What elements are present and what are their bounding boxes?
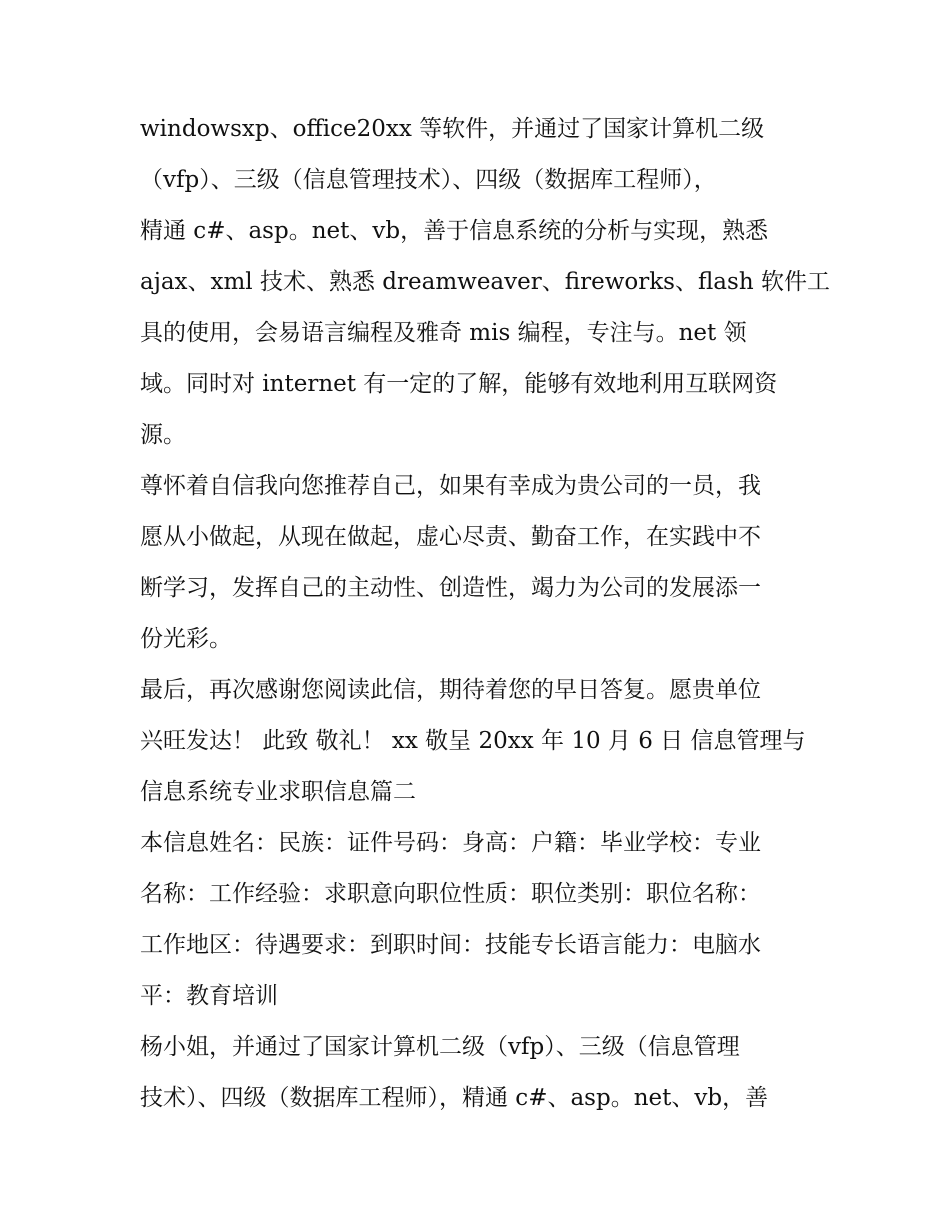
text-line: ajax、xml 技术、熟悉 dreamweaver、fireworks、flash 软件工 [140, 269, 830, 295]
text-line: 愿从小做起，从现在做起，虚心尽责、勤奋工作，在实践中不 [140, 524, 761, 550]
text-line: 平：教育培训 [140, 983, 278, 1009]
text-line: 域。同时对 internet 有一定的了解，能够有效地利用互联网资 [140, 371, 778, 397]
text-line: 兴旺发达！ 此致 敬礼！ xx 敬呈 20xx 年 10 月 6 日 信息管理与 [140, 728, 806, 754]
text-line: （vfp）、三级（信息管理技术）、四级（数据库工程师）， [140, 167, 717, 193]
text-line: 工作地区：待遇要求：到职时间：技能专长语言能力：电脑水 [140, 932, 761, 958]
text-line: 尊怀着自信我向您推荐自己，如果有幸成为贵公司的一员，我 [140, 473, 761, 499]
text-line: 名称：工作经验：求职意向职位性质：职位类别：职位名称： [140, 881, 761, 907]
text-line: 最后，再次感谢您阅读此信，期待着您的早日答复。愿贵单位 [140, 677, 761, 703]
text-line: 精通 c#、asp。net、vb，善于信息系统的分析与实现，熟悉 [140, 218, 769, 244]
text-line: 源。 [140, 422, 186, 448]
text-line: 具的使用，会易语言编程及雅奇 mis 编程，专注与。net 领 [140, 320, 747, 346]
text-line: 本信息姓名：民族：证件号码：身高：户籍：毕业学校：专业 [140, 830, 761, 856]
text-line: 断学习，发挥自己的主动性、创造性，竭力为公司的发展添一 [140, 575, 761, 601]
text-line: 份光彩。 [140, 626, 232, 652]
text-line: 信息系统专业求职信息篇二 [140, 779, 416, 805]
document-body [140, 104, 830, 1124]
text-line: 杨小姐，并通过了国家计算机二级（vfp）、三级（信息管理 [140, 1034, 740, 1060]
text-line: windowsxp、office20xx 等软件，并通过了国家计算机二级 [140, 116, 765, 142]
text-line: 技术）、四级（数据库工程师），精通 c#、asp。net、vb，善 [140, 1085, 769, 1111]
